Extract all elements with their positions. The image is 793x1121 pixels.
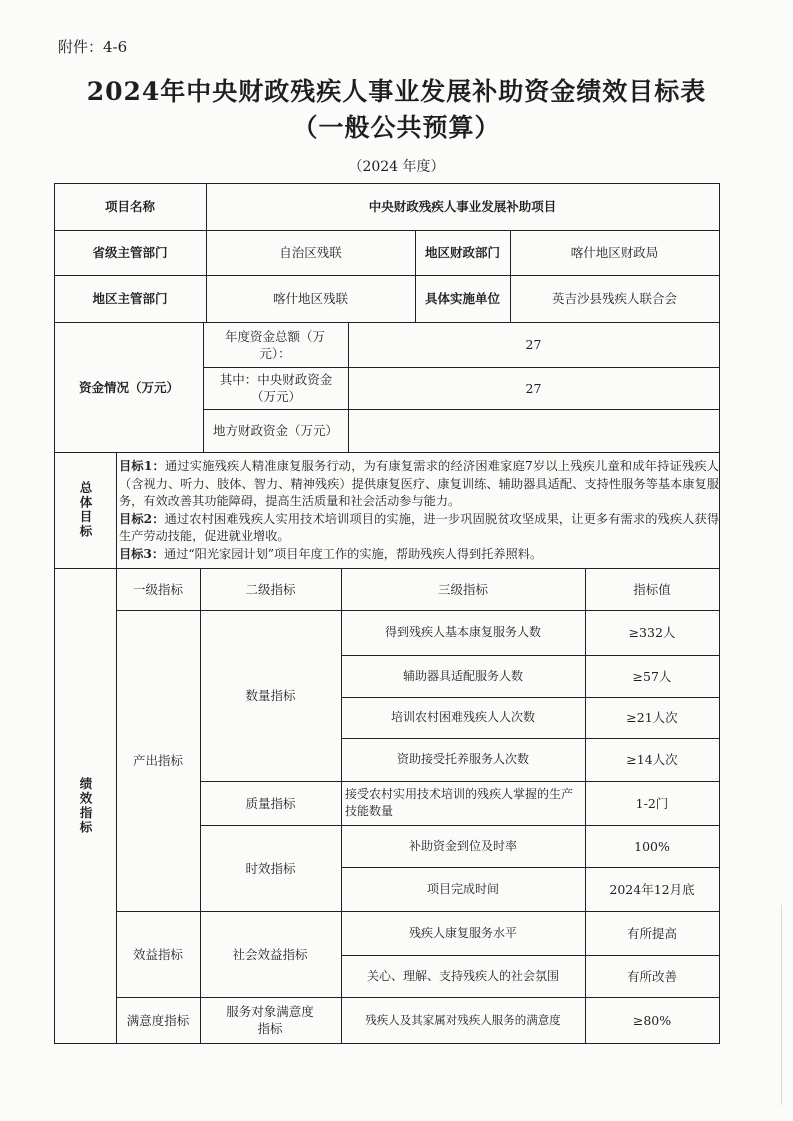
indicator-row-name: 关心、理解、支持残疾人的社会氛围 (366, 968, 559, 983)
indicator-row-value: 有所改善 (626, 968, 677, 984)
indicator-row-value: 有所提高 (626, 925, 677, 941)
funds-label: 资金情况（万元） (78, 379, 179, 395)
indicator-row-name: 培训农村困难残疾人人次数 (390, 710, 535, 724)
overall-goals-label: 总体目标 (78, 481, 93, 539)
goal-2: 目标2：通过农村困难残疾人实用技术培训项目的实施，进一步巩固脱贫攻坚成果，让更多有需求的残疾人获得生产劳动技能，促进就业增收。 (119, 511, 720, 544)
indicator-row-value: 100% (634, 838, 670, 854)
goal-1: 目标1：通过实施残疾人精准康复服务行动，为有康复需求的经济困难家庭7岁以上残疾儿童和成年持证残疾人（含视力、听力、肢体、智力、精神残疾）提供康复医疗、康复训练、辅助器具适配、支持性服务等基本康复服务，有效改善其功能障碍，提高生活质量和社会活动参与能力。 (119, 459, 719, 509)
provincial-dept-value: 自治区残联 (279, 245, 342, 260)
benefit-indicator-label: 效益指标 (132, 946, 183, 962)
quantity-indicator-label: 数量指标 (245, 688, 296, 703)
funds-total-value: 27 (525, 337, 542, 352)
indicator-row-value: ≥57人 (632, 668, 672, 684)
indicator-row-name: 得到残疾人基本康复服务人数 (384, 625, 541, 639)
indicator-row-name: 残疾人及其家属对残疾人服务的满意度 (365, 1012, 561, 1027)
indicator-row-name: 资助接受托养服务人次数 (396, 752, 529, 766)
district-dept-value: 喀什地区残联 (272, 291, 348, 306)
year-label: （2024 年度） (348, 159, 445, 175)
timeliness-indicator-label: 时效指标 (245, 860, 296, 876)
funds-central-value: 27 (525, 380, 542, 396)
implementing-unit-label: 具体实施单位 (424, 291, 500, 306)
funds-central-label: 其中：中央财政资金（万元） (219, 372, 333, 404)
implementing-unit-value: 英吉沙县残疾人联合会 (551, 291, 677, 306)
provincial-dept-label: 省级主管部门 (92, 245, 168, 260)
indicator-row-name: 补助资金到位及时率 (408, 838, 517, 853)
header-level1: 一级指标 (132, 581, 183, 597)
indicator-row-value: ≥80% (632, 1012, 672, 1028)
district-finance-label: 地区财政部门 (424, 245, 500, 260)
indicator-row-value: 2024年12月底 (609, 881, 695, 897)
indicator-row-name: 项目完成时间 (426, 881, 499, 896)
overall-goals-text (119, 458, 719, 564)
header-level3: 三级指标 (437, 581, 488, 597)
indicator-row-value: 1-2门 (635, 795, 669, 811)
indicator-row-value: ≥332人 (628, 625, 676, 640)
district-dept-label: 地区主管部门 (92, 291, 168, 306)
page-title: 2024年中央财政残疾人事业发展补助资金绩效目标表 (86, 77, 707, 106)
district-finance-value: 喀什地区财政局 (570, 245, 659, 260)
scan-artifact-line (781, 905, 782, 1105)
satisfaction-indicator-label: 满意度指标 (126, 1012, 190, 1028)
indicator-row-name: 残疾人康复服务水平 (408, 925, 517, 940)
funds-local-label: 地方财政资金（万元） (212, 423, 338, 438)
funds-local-value (348, 409, 719, 452)
header-value: 指标值 (633, 581, 671, 597)
indicator-row-name: 接受农村实用技术培训的残疾人掌握的生产技能数量 (345, 787, 574, 818)
quality-indicator-label: 质量指标 (245, 795, 296, 811)
page-subtitle: （一般公共预算） (292, 113, 501, 142)
performance-indicators-label: 绩效指标 (78, 776, 93, 835)
social-benefit-indicator-label: 社会效益指标 (232, 946, 308, 962)
output-indicator-label: 产出指标 (132, 753, 183, 768)
indicator-row-value: ≥14人次 (626, 752, 678, 767)
project-name-label: 项目名称 (104, 199, 155, 214)
goal-3: 目标3：通过“阳光家园计划”项目年度工作的实施，帮助残疾人得到托养照料。 (119, 546, 543, 561)
funds-total-label: 年度资金总额（万元）： (224, 328, 325, 361)
attachment-number: 附件：4-6 (58, 38, 128, 56)
service-satisfaction-indicator-label: 服务对象满意度指标 (226, 1004, 314, 1036)
project-name-value: 中央财政残疾人事业发展补助项目 (368, 199, 557, 214)
indicator-row-name: 辅助器具适配服务人数 (402, 668, 523, 683)
indicator-row-value: ≥21人次 (626, 710, 678, 725)
header-level2: 二级指标 (245, 581, 296, 597)
